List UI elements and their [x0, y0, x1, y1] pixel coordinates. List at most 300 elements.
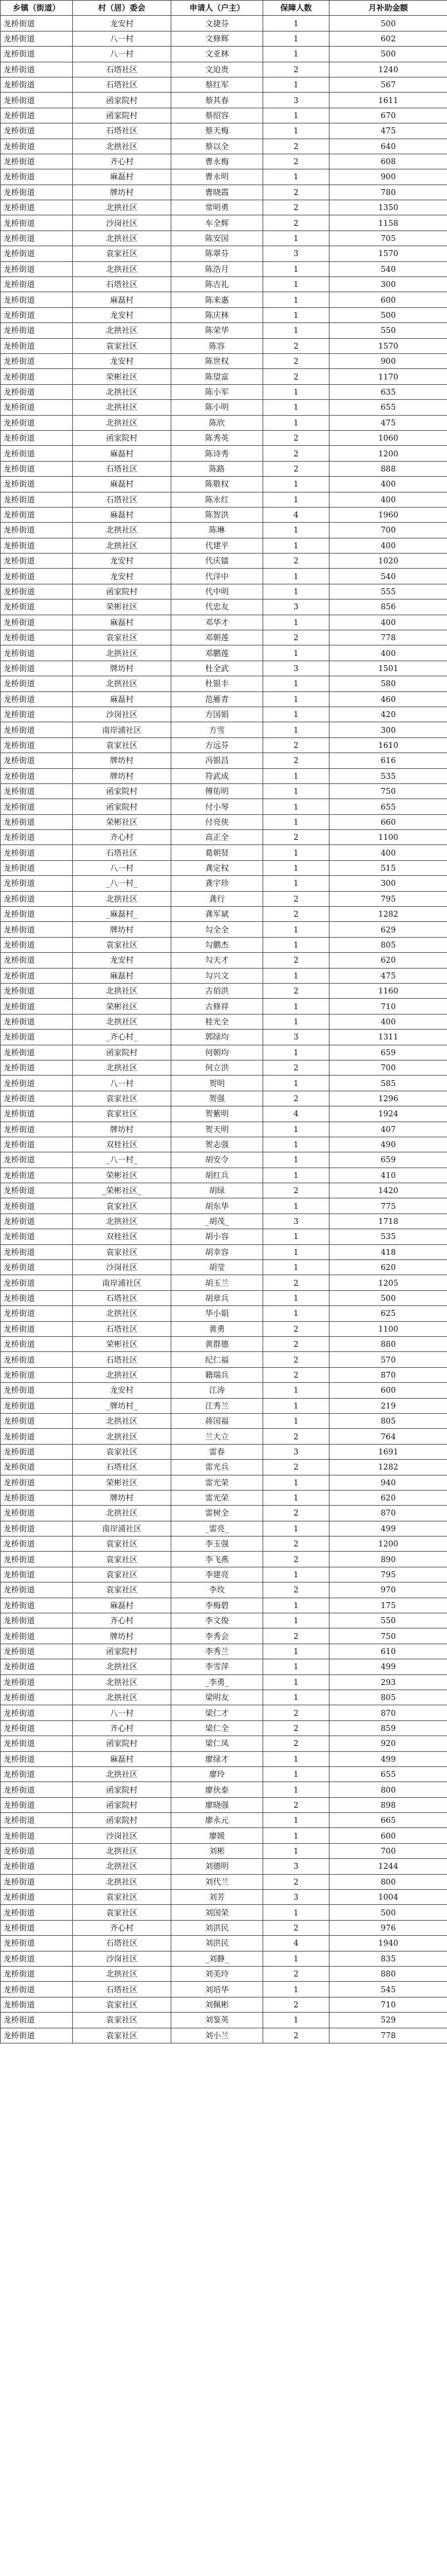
persons-cell: 2 [263, 1506, 330, 1521]
village-cell: 南岸浦社区 [73, 1521, 171, 1536]
amount-cell: 775 [330, 1198, 447, 1213]
village-cell: 北拱社区 [73, 1367, 171, 1382]
township-cell: 龙桥街道 [1, 830, 73, 845]
applicant-cell: 雷春 [171, 1444, 263, 1459]
village-cell: 北拱社区 [73, 676, 171, 691]
table-row [1, 369, 447, 384]
applicant-cell: 胡小容 [171, 1229, 263, 1244]
village-cell: 北拱社区 [73, 139, 171, 154]
applicant-cell: 陈容 [171, 338, 263, 353]
village-cell: 齐心村 [73, 154, 171, 169]
township-cell: 龙桥街道 [1, 1874, 73, 1889]
township-cell: 龙桥街道 [1, 937, 73, 952]
village-cell: 八一村 [73, 860, 171, 875]
village-cell: 牌坊村 [73, 1490, 171, 1505]
township-cell: 龙桥街道 [1, 569, 73, 584]
persons-cell: 3 [263, 1444, 330, 1459]
persons-cell: 2 [263, 200, 330, 215]
amount-cell: 1501 [330, 661, 447, 676]
village-cell: 北拱社区 [73, 200, 171, 215]
persons-cell: 1 [263, 1168, 330, 1183]
amount-cell: 856 [330, 600, 447, 615]
village-cell: 袁家社区 [73, 1091, 171, 1106]
applicant-cell: 方国娟 [171, 707, 263, 722]
table-row [1, 1198, 447, 1213]
applicant-cell: 陈诗秀 [171, 446, 263, 461]
amount-cell: 920 [330, 1736, 447, 1751]
amount-cell: 550 [330, 1613, 447, 1628]
village-cell: 麻磊村 [73, 169, 171, 185]
table-row [1, 1229, 447, 1244]
township-cell: 龙桥街道 [1, 353, 73, 368]
table-body [1, 16, 447, 2043]
amount-cell: 400 [330, 477, 447, 492]
table-row [1, 215, 447, 230]
village-cell: 袁家社区 [73, 737, 171, 753]
persons-cell: 2 [263, 353, 330, 368]
township-cell: 龙桥街道 [1, 1766, 73, 1781]
village-cell: _八一村_ [73, 876, 171, 891]
table-row [1, 768, 447, 783]
village-cell: 八一村 [73, 1076, 171, 1091]
applicant-cell: 廖伙泰 [171, 1782, 263, 1797]
applicant-cell: 李梅碧 [171, 1598, 263, 1613]
applicant-cell: 杜银丰 [171, 676, 263, 691]
persons-cell: 1 [263, 1413, 330, 1428]
township-cell: 龙桥街道 [1, 2028, 73, 2043]
village-cell: 袁家社区 [73, 246, 171, 261]
township-cell: 龙桥街道 [1, 1567, 73, 1582]
persons-cell: 2 [263, 1275, 330, 1290]
applicant-cell: 文迫贵 [171, 62, 263, 77]
village-cell: 荣彬社区 [73, 600, 171, 615]
applicant-cell: 蔡红军 [171, 77, 263, 92]
table-row [1, 1736, 447, 1751]
header-village: 村（居）委会 [73, 1, 171, 16]
applicant-cell: 葛朝贤 [171, 845, 263, 860]
township-cell: 龙桥街道 [1, 261, 73, 276]
amount-cell: 300 [330, 277, 447, 292]
applicant-cell: 刘鉴英 [171, 2013, 263, 2028]
table-row [1, 430, 447, 445]
village-cell: 石塔社区 [73, 1290, 171, 1305]
township-cell: 龙桥街道 [1, 477, 73, 492]
table-row [1, 1583, 447, 1598]
applicant-cell: 李秀会 [171, 1628, 263, 1644]
persons-cell: 2 [263, 446, 330, 461]
applicant-cell: 勾鹏杰 [171, 937, 263, 952]
amount-cell: 400 [330, 845, 447, 860]
table-row [1, 1244, 447, 1259]
applicant-cell: 黄勇 [171, 1321, 263, 1336]
village-cell: 北拱社区 [73, 1413, 171, 1428]
persons-cell: 1 [263, 477, 330, 492]
township-cell: 龙桥街道 [1, 1398, 73, 1413]
table-row [1, 1060, 447, 1075]
village-cell: 沙岗社区 [73, 1828, 171, 1843]
township-cell: 龙桥街道 [1, 338, 73, 353]
applicant-cell: 胡莹 [171, 1260, 263, 1275]
table-row [1, 1859, 447, 1874]
applicant-cell: 陈智洪 [171, 507, 263, 522]
persons-cell: 2 [263, 430, 330, 445]
table-row [1, 737, 447, 753]
amount-cell: 407 [330, 1122, 447, 1137]
township-cell: 龙桥街道 [1, 93, 73, 108]
applicant-cell: 兰大立 [171, 1429, 263, 1444]
village-cell: 石塔社区 [73, 461, 171, 476]
amount-cell: 300 [330, 876, 447, 891]
table-row [1, 1613, 447, 1628]
persons-cell: 4 [263, 1936, 330, 1951]
applicant-cell: 车全辉 [171, 215, 263, 230]
persons-cell: 2 [263, 1537, 330, 1552]
township-cell: 龙桥街道 [1, 1705, 73, 1720]
amount-cell: 805 [330, 937, 447, 952]
amount-cell: 890 [330, 1552, 447, 1567]
persons-cell: 1 [263, 1490, 330, 1505]
applicant-cell: 李玫 [171, 1583, 263, 1598]
persons-cell: 2 [263, 1336, 330, 1351]
village-cell: 袁家社区 [73, 1537, 171, 1552]
table-row [1, 1905, 447, 1920]
village-cell: 函家院村 [73, 93, 171, 108]
persons-cell: 1 [263, 922, 330, 937]
table-row [1, 630, 447, 645]
village-cell: 南岸浦社区 [73, 1275, 171, 1290]
table-row [1, 2028, 447, 2043]
township-cell: 龙桥街道 [1, 891, 73, 906]
township-cell: 龙桥街道 [1, 600, 73, 615]
amount-cell: 970 [330, 1583, 447, 1598]
table-row [1, 200, 447, 215]
table-row [1, 1659, 447, 1674]
applicant-cell: 梁明友 [171, 1690, 263, 1705]
persons-cell: 1 [263, 1290, 330, 1305]
table-row [1, 230, 447, 246]
amount-cell: 659 [330, 1152, 447, 1168]
persons-cell: 2 [263, 953, 330, 968]
persons-cell: 1 [263, 277, 330, 292]
table-row [1, 554, 447, 569]
village-cell: 北拱社区 [73, 1014, 171, 1029]
table-row [1, 1383, 447, 1398]
persons-cell: 2 [263, 139, 330, 154]
table-row [1, 1398, 447, 1413]
persons-cell: 2 [263, 1720, 330, 1736]
applicant-cell: 李玉强 [171, 1537, 263, 1552]
township-cell: 龙桥街道 [1, 707, 73, 722]
village-cell: 袁家社区 [73, 2013, 171, 2028]
township-cell: 龙桥街道 [1, 446, 73, 461]
amount-cell: 778 [330, 630, 447, 645]
applicant-cell: 雷树全 [171, 1506, 263, 1521]
applicant-cell: 陈浩月 [171, 261, 263, 276]
amount-cell: 535 [330, 768, 447, 783]
table-row [1, 154, 447, 169]
applicant-cell: 陈世权 [171, 353, 263, 368]
table-row [1, 1920, 447, 1935]
village-cell: 荣彬社区 [73, 1336, 171, 1351]
township-cell: 龙桥街道 [1, 953, 73, 968]
village-cell: 北拱社区 [73, 1429, 171, 1444]
township-cell: 龙桥街道 [1, 1336, 73, 1351]
table-row [1, 1751, 447, 1766]
applicant-cell: 常明勇 [171, 200, 263, 215]
township-cell: 龙桥街道 [1, 1628, 73, 1644]
persons-cell: 2 [263, 630, 330, 645]
amount-cell: 655 [330, 799, 447, 814]
village-cell: 麻磊村 [73, 691, 171, 707]
persons-cell: 1 [263, 1766, 330, 1781]
applicant-cell: 陈路 [171, 461, 263, 476]
applicant-cell: 胡绿 [171, 1183, 263, 1198]
table-row [1, 1951, 447, 1966]
village-cell: 沙岗社区 [73, 1260, 171, 1275]
table-row [1, 937, 447, 952]
persons-cell: 3 [263, 246, 330, 261]
persons-cell: 2 [263, 1552, 330, 1567]
table-row [1, 1936, 447, 1951]
village-cell: 石塔社区 [73, 845, 171, 860]
table-row [1, 261, 447, 276]
applicant-cell: 纪仁福 [171, 1352, 263, 1367]
table-row [1, 1290, 447, 1305]
table-row [1, 1152, 447, 1168]
township-cell: 龙桥街道 [1, 1367, 73, 1382]
applicant-cell: 廖永元 [171, 1813, 263, 1828]
applicant-cell: 蔡天梅 [171, 123, 263, 139]
applicant-cell: 勾全全 [171, 922, 263, 937]
township-cell: 龙桥街道 [1, 246, 73, 261]
village-cell: 函家院村 [73, 1045, 171, 1060]
persons-cell: 1 [263, 1244, 330, 1259]
township-cell: 龙桥街道 [1, 661, 73, 676]
table-row [1, 783, 447, 798]
township-cell: 龙桥街道 [1, 968, 73, 983]
amount-cell: 499 [330, 1521, 447, 1536]
table-row [1, 845, 447, 860]
township-cell: 龙桥街道 [1, 108, 73, 123]
amount-cell: 870 [330, 1506, 447, 1521]
applicant-cell: 古修祥 [171, 999, 263, 1014]
amount-cell: 659 [330, 1045, 447, 1060]
persons-cell: 1 [263, 415, 330, 430]
amount-cell: 629 [330, 922, 447, 937]
amount-cell: 655 [330, 1766, 447, 1781]
village-cell: 北拱社区 [73, 1843, 171, 1858]
persons-cell: 2 [263, 1874, 330, 1889]
amount-cell: 616 [330, 753, 447, 768]
village-cell: 龙安村 [73, 307, 171, 322]
persons-cell: 2 [263, 1583, 330, 1598]
applicant-cell: 代中明 [171, 584, 263, 599]
persons-cell: 1 [263, 1137, 330, 1152]
township-cell: 龙桥街道 [1, 292, 73, 307]
persons-cell: 1 [263, 1122, 330, 1137]
persons-cell: 1 [263, 1567, 330, 1582]
township-cell: 龙桥街道 [1, 1997, 73, 2012]
table-row [1, 953, 447, 968]
table-row [1, 1567, 447, 1582]
amount-cell: 710 [330, 999, 447, 1014]
village-cell: 袁家社区 [73, 937, 171, 952]
persons-cell: 2 [263, 1352, 330, 1367]
village-cell: 袁家社区 [73, 1552, 171, 1567]
persons-cell: 3 [263, 1030, 330, 1045]
table-row [1, 1828, 447, 1843]
amount-cell: 293 [330, 1674, 447, 1690]
township-cell: 龙桥街道 [1, 200, 73, 215]
amount-cell: 1924 [330, 1106, 447, 1122]
applicant-cell: 李雪萍 [171, 1659, 263, 1674]
table-row [1, 1460, 447, 1475]
village-cell: 函家院村 [73, 799, 171, 814]
applicant-cell: 陈庆林 [171, 307, 263, 322]
persons-cell: 2 [263, 1429, 330, 1444]
village-cell: 牌坊村 [73, 753, 171, 768]
persons-cell: 2 [263, 461, 330, 476]
persons-cell: 1 [263, 676, 330, 691]
applicant-cell: 杜全武 [171, 661, 263, 676]
township-cell: 龙桥街道 [1, 507, 73, 522]
applicant-cell: 龚宇珍 [171, 876, 263, 891]
township-cell: 龙桥街道 [1, 323, 73, 338]
village-cell: 函家院村 [73, 430, 171, 445]
village-cell: 牌坊村 [73, 1122, 171, 1137]
table-row [1, 1967, 447, 1982]
persons-cell: 1 [263, 1475, 330, 1490]
applicant-cell: 华小娟 [171, 1306, 263, 1321]
table-row [1, 77, 447, 92]
township-cell: 龙桥街道 [1, 1521, 73, 1536]
village-cell: 北拱社区 [73, 261, 171, 276]
amount-cell: 1570 [330, 246, 447, 261]
header-amount: 月补助金额 [330, 1, 447, 16]
amount-cell: 1004 [330, 1890, 447, 1905]
table-row [1, 1537, 447, 1552]
amount-cell: 700 [330, 1060, 447, 1075]
township-cell: 龙桥街道 [1, 907, 73, 922]
township-cell: 龙桥街道 [1, 1843, 73, 1858]
township-cell: 龙桥街道 [1, 1014, 73, 1029]
village-cell: 袁家社区 [73, 2028, 171, 2043]
amount-cell: 1240 [330, 62, 447, 77]
persons-cell: 1 [263, 1751, 330, 1766]
table-row [1, 400, 447, 415]
amount-cell: 1205 [330, 1275, 447, 1290]
applicant-cell: 龚定权 [171, 860, 263, 875]
township-cell: 龙桥街道 [1, 1183, 73, 1198]
amount-cell: 780 [330, 185, 447, 200]
persons-cell: 2 [263, 185, 330, 200]
amount-cell: 880 [330, 1967, 447, 1982]
village-cell: 函家院村 [73, 584, 171, 599]
village-cell: 龙安村 [73, 353, 171, 368]
amount-cell: 1311 [330, 1030, 447, 1045]
township-cell: 龙桥街道 [1, 123, 73, 139]
township-cell: 龙桥街道 [1, 1383, 73, 1398]
township-cell: 龙桥街道 [1, 1674, 73, 1690]
table-row [1, 1628, 447, 1644]
table-row [1, 1030, 447, 1045]
persons-cell: 2 [263, 984, 330, 999]
header-persons: 保障人数 [263, 1, 330, 16]
village-cell: 沙岗社区 [73, 215, 171, 230]
header-row [1, 1, 447, 16]
township-cell: 龙桥街道 [1, 1444, 73, 1459]
township-cell: 龙桥街道 [1, 768, 73, 783]
township-cell: 龙桥街道 [1, 1306, 73, 1321]
amount-cell: 940 [330, 1475, 447, 1490]
table-row [1, 907, 447, 922]
amount-cell: 219 [330, 1398, 447, 1413]
village-cell: 八一村 [73, 47, 171, 62]
applicant-cell: 勾兴文 [171, 968, 263, 983]
persons-cell: 1 [263, 108, 330, 123]
amount-cell: 490 [330, 1137, 447, 1152]
amount-cell: 665 [330, 1813, 447, 1828]
township-cell: 龙桥街道 [1, 1982, 73, 1997]
village-cell: 双桂社区 [73, 1229, 171, 1244]
persons-cell: 1 [263, 1828, 330, 1843]
persons-cell: 1 [263, 799, 330, 814]
amount-cell: 976 [330, 1920, 447, 1935]
township-cell: 龙桥街道 [1, 1967, 73, 1982]
township-cell: 龙桥街道 [1, 1552, 73, 1567]
amount-cell: 1296 [330, 1091, 447, 1106]
persons-cell: 1 [263, 523, 330, 538]
amount-cell: 1282 [330, 1460, 447, 1475]
persons-cell: 1 [263, 1076, 330, 1091]
amount-cell: 1611 [330, 93, 447, 108]
persons-cell: 1 [263, 814, 330, 829]
amount-cell: 900 [330, 353, 447, 368]
village-cell: 北拱社区 [73, 1859, 171, 1874]
township-cell: 龙桥街道 [1, 691, 73, 707]
table-row [1, 722, 447, 737]
village-cell: 袁家社区 [73, 1444, 171, 1459]
township-cell: 龙桥街道 [1, 1152, 73, 1168]
table-row [1, 1168, 447, 1183]
persons-cell: 1 [263, 1613, 330, 1628]
village-cell: 牌坊村 [73, 1628, 171, 1644]
applicant-cell: 李秀兰 [171, 1644, 263, 1659]
township-cell: 龙桥街道 [1, 814, 73, 829]
applicant-cell: 籍瑞兵 [171, 1367, 263, 1382]
amount-cell: 800 [330, 1782, 447, 1797]
table-row [1, 1997, 447, 2012]
amount-cell: 1282 [330, 907, 447, 922]
table-row [1, 139, 447, 154]
village-cell: 北拱社区 [73, 415, 171, 430]
amount-cell: 635 [330, 384, 447, 399]
persons-cell: 1 [263, 1843, 330, 1858]
persons-cell: 1 [263, 615, 330, 630]
applicant-cell: 蔡其春 [171, 93, 263, 108]
village-cell: 北拱社区 [73, 523, 171, 538]
amount-cell: 1020 [330, 554, 447, 569]
applicant-cell: 符武成 [171, 768, 263, 783]
village-cell: 石塔社区 [73, 1352, 171, 1367]
applicant-cell: 陈小明 [171, 400, 263, 415]
table-row [1, 1321, 447, 1336]
applicant-cell: 陈小军 [171, 384, 263, 399]
persons-cell: 3 [263, 1213, 330, 1229]
amount-cell: 500 [330, 307, 447, 322]
persons-cell: 1 [263, 645, 330, 661]
table-row [1, 753, 447, 768]
